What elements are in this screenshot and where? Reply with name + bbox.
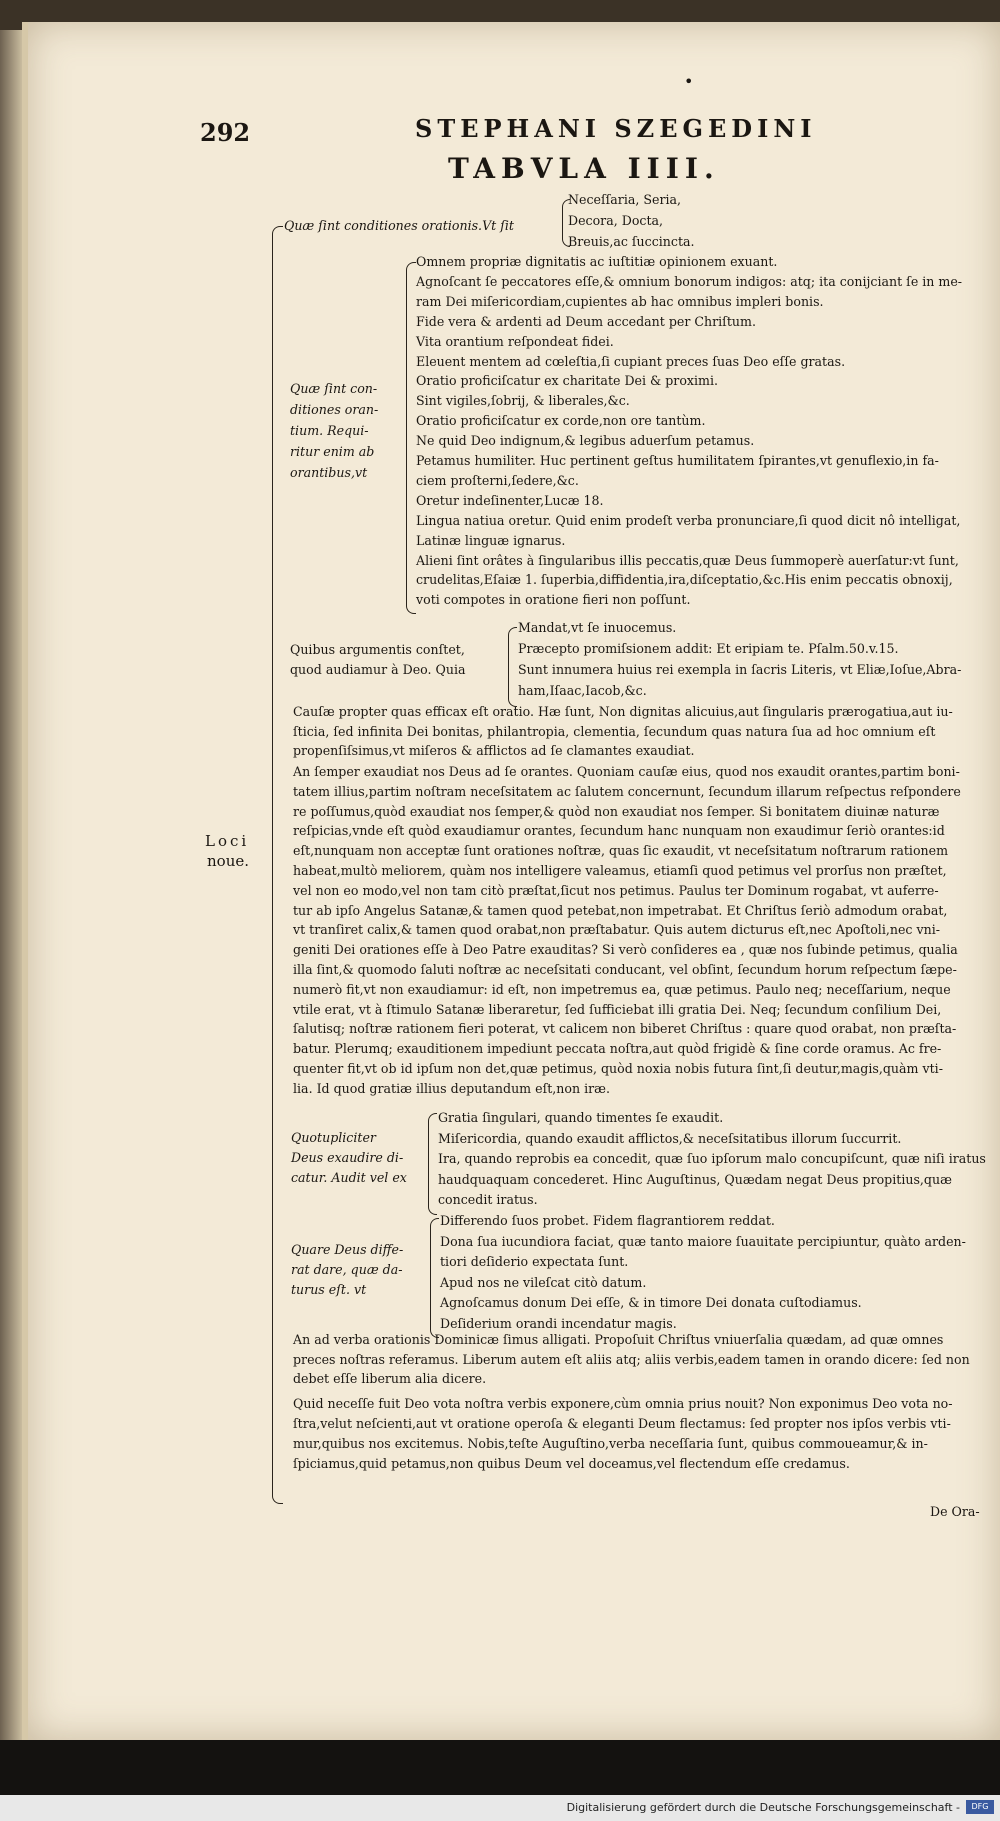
page-number: 292 xyxy=(200,118,251,147)
quare-label-line: turus eſt. vt xyxy=(291,1282,367,1297)
orantium-line: Fide vera & ardenti ad Deum accedant per Chriſtum. xyxy=(416,313,756,329)
quare-label-line: rat dare, quæ da- xyxy=(291,1262,403,1277)
orantium-label-line: tium. Requi- xyxy=(290,423,369,438)
book-gutter xyxy=(0,30,22,1760)
quotupliciter-label-line: Quotupliciter xyxy=(291,1130,376,1145)
exaudit-line: re poſſumus,quòd exaudiat nos ſemper,& quòd non exaudiat nos ſemper. Si bonitatem diuinæ naturæ xyxy=(293,803,940,819)
argumentis-brace xyxy=(508,627,517,707)
exaudit-line: tatem illius,partim noſtram neceſsitatem ac ſalutem concernunt, ſecundum illarum reſpectus reſpondere xyxy=(293,783,961,799)
quare-line: Apud nos ne vileſcat citò datum. xyxy=(440,1274,647,1290)
orantium-label-line: ritur enim ab xyxy=(290,444,375,459)
orantium-line: Eleuent mentem ad cœleſtia,ſi cupiant preces ſuas Deo eſſe gratas. xyxy=(416,353,846,369)
orantium-line: Petamus humiliter. Huc pertinent geſtus humilitatem ſpirantes,vt genuflexio,in fa- xyxy=(416,453,939,468)
orantium-line: voti compotes in oratione fieri non poſſunt. xyxy=(416,592,691,608)
exaudit-line: ſalutisq; noſtræ rationem fieri poterat, vt calicem non biberet Chriſtus : quare quod orabat, non præſta- xyxy=(293,1021,957,1037)
quare-line: tiori deſiderio expectata ſunt. xyxy=(440,1254,629,1269)
quare-line: Differendo ſuos probet. Fidem flagrantiorem reddat. xyxy=(440,1213,775,1228)
verba-line: preces noſtras referamus. Liberum autem eſt aliis atq; aliis verbis,eadem tamen in orando dicere: ſed non xyxy=(293,1351,970,1367)
exaudit-line: vtile erat, vt à ſtimulo Satanæ liberaretur, ſed ſufficiebat illi gratia Dei. Neq; ſecundum conſilium Dei, xyxy=(293,1001,942,1017)
verba-line: debet eſſe liberum alia dicere. xyxy=(293,1371,487,1386)
dfg-logo: DFG xyxy=(966,1800,994,1814)
quare-label-line: Quare Deus diffe- xyxy=(291,1242,404,1257)
page-mark: • xyxy=(684,72,694,91)
scan-bottom-band xyxy=(0,1740,1000,1795)
quare-line: Deſiderium orandi incendatur magis. xyxy=(440,1315,677,1331)
exaudit-line: vel non eo modo,vel non tam citò præſtat,ſicut nos petimus. Paulus ter Dominum rogabat, vt auferre- xyxy=(293,882,939,898)
orantium-line: ciem proſterni,ſedere,&c. xyxy=(416,472,579,488)
exaudit-line: illa ſint,& quomodo ſaluti noſtræ ac neceſsitati conducant, vel obſint, ſecundum horum reſpectum ſæpe- xyxy=(293,962,957,977)
orantium-line: Oretur indeſinenter,Lucæ 18. xyxy=(416,492,604,508)
quotupliciter-brace xyxy=(428,1113,437,1215)
exaudit-line: eſt,nunquam non acceptæ ſunt orationes noſtræ, quas ſic exaudit, vt neceſsitatum noſtrarum rationem xyxy=(293,843,949,859)
exaudit-line: geniti Dei orationes eſſe à Deo Patre exauditas? Si verò conſideres ea , quæ nos ſubinde petimus, qualia xyxy=(293,942,958,958)
orantium-line: Latinæ linguæ ignarus. xyxy=(416,532,566,548)
side-label-line-2: noue. xyxy=(207,852,249,870)
orantium-line: Lingua natiua oretur. Quid enim prodeſt verba pronunciare,ſi quod dicit nô intelligat, xyxy=(416,512,961,528)
orantium-line: Agnoſcant ſe peccatores eſſe,& omnium bonorum indigos: atq; ita conijciant ſe in me- xyxy=(416,273,963,289)
quotupliciter-line: Miſericordia, quando exaudit afflictos,& neceſsitatibus illorum ſuccurrit. xyxy=(438,1130,902,1146)
table-title: TABVLA IIII. xyxy=(448,152,720,185)
necesse-line: Quid neceſſe fuit Deo vota noſtra verbis exponere,cùm omnia prius nouit? Non exponimus Deo vota no- xyxy=(293,1396,953,1411)
causae-line: ſticia, ſed infinita Dei bonitas, philantropia, clementia, ſecundum quas natura ſua ad hoc omnium eſt xyxy=(293,723,936,739)
exaudit-line: numerò fit,vt non exaudiamur: id eſt, non impetremus ea, quæ petimus. Paulo neq; neceſſarium, neque xyxy=(293,981,951,997)
exaudit-line: vt tranſiret calix,& tamen quod orabat,non præſtabatur. Quis autem dicturus eſt,nec Apoſtoli,nec vni- xyxy=(293,922,940,938)
conditions-label: Quæ ſint conditiones orationis.Vt ſit xyxy=(284,218,514,233)
exaudit-line: reſpicias,vnde eſt quòd exaudiamur orantes, ſecundum hanc nunquam non exaudimur ſeriò orantes:id xyxy=(293,823,945,839)
quare-line: Agnoſcamus donum Dei eſſe, & in timore Dei donata cuſtodiamus. xyxy=(440,1295,862,1310)
main-brace xyxy=(272,226,283,1504)
quotupliciter-line: Ira, quando reprobis ea concedit, quæ ſuo ipſorum malo concupiſcunt, quæ niſi iratus xyxy=(438,1151,986,1166)
quare-brace xyxy=(430,1218,439,1338)
causae-line: propenſiſsimus,vt miſeros & afflictos ad ſe clamantes exaudiat. xyxy=(293,743,695,758)
causae-line: Cauſæ propter quas efficax eſt oratio. Hæ ſunt, Non dignitas alicuius,aut ſingularis prærogatiua,aut iu- xyxy=(293,704,953,719)
argumentis-line: ham,Iſaac,Iacob,&c. xyxy=(518,683,647,698)
orantium-line: Omnem propriæ dignitatis ac iuſtitiæ opinionem exuant. xyxy=(416,254,778,269)
argumentis-line: Sunt innumera huius rei exempla in ſacris Literis, vt Eliæ,Ioſue,Abra- xyxy=(518,662,962,677)
orantium-line: Vita orantium reſpondeat fidei. xyxy=(416,333,614,349)
exaudit-line: tur ab ipſo Angelus Satanæ,& tamen quod petebat,non impetrabat. Et Chriſtus ſeriò admodum orabat, xyxy=(293,902,948,918)
orantium-label-line: orantibus,vt xyxy=(290,465,368,480)
orantium-label-line: ditiones oran- xyxy=(290,402,379,417)
quotupliciter-line: concedit iratus. xyxy=(438,1192,538,1207)
orantium-line: crudelitas,Eſaiæ 1. ſuperbia,diffidentia,ira,diſceptatio,&c.His enim peccatis obnoxij, xyxy=(416,572,953,588)
orantium-line: Alieni ſint orâtes à ſingularibus illis peccatis,quæ Deus ſummoperè auerſatur:vt ſunt, xyxy=(416,552,959,568)
running-head: STEPHANI SZEGEDINI xyxy=(415,114,817,143)
orantium-line: Oratio proficiſcatur ex charitate Dei & proximi. xyxy=(416,373,719,389)
argumentis-label-line: quod audiamur à Deo. Quia xyxy=(290,662,466,677)
footer-credit: Digitalisierung gefördert durch die Deutsche Forschungsgemeinschaft - xyxy=(566,1801,960,1814)
exaudit-line: quenter fit,vt ob id ipſum non det,quæ petimus, quòd noxia nobis futura ſint,ſi deutur,magis,quàm vti- xyxy=(293,1061,943,1076)
necesse-line: mur,quibus nos excitemus. Nobis,teſte Auguſtino,verba neceſſaria ſunt, quibus commoueamur,& in- xyxy=(293,1436,928,1451)
quotupliciter-line: haudquaquam concederet. Hinc Auguſtinus, Quædam negat Deus propitius,quæ xyxy=(438,1171,952,1187)
digitization-footer xyxy=(0,1795,1000,1821)
exaudit-line: lia. Id quod gratiæ illius deputandum eſt,non iræ. xyxy=(293,1080,610,1096)
necesse-line: ſpiciamus,quid petamus,non quibus Deum vel doceamus,vel flectendum eſſe credamus. xyxy=(293,1456,850,1471)
orantium-line: Sint vigiles,ſobrij, & liberales,&c. xyxy=(416,393,630,409)
argumentis-label-line: Quibus argumentis conſtet, xyxy=(290,642,465,657)
catchword: De Ora- xyxy=(930,1504,980,1519)
quare-line: Dona ſua iucundiora faciat, quæ tanto maiore ſuauitate percipiuntur, quàto arden- xyxy=(440,1233,966,1249)
orantium-brace xyxy=(406,262,416,614)
side-label-line-1: Loci xyxy=(205,832,250,850)
conditions-item: Decora, Docta, xyxy=(568,213,664,228)
verba-line: An ad verba orationis Dominicæ ſimus alligati. Propoſuit Chriſtus vniuerſalia quædam, ad quæ omnes xyxy=(293,1332,944,1347)
necesse-line: ſtra,velut neſcienti,aut vt oratione operoſa & eleganti Deum flectamus: ſed propter nos ipſos verbis vti- xyxy=(293,1416,951,1431)
conditions-item: Neceſſaria, Seria, xyxy=(568,192,682,207)
quotupliciter-label-line: catur. Audit vel ex xyxy=(291,1170,407,1185)
argumentis-line: Mandat,vt ſe inuocemus. xyxy=(518,620,677,635)
argumentis-line: Præcepto promiſsionem addit: Et eripiam te. Pſalm.50.v.15. xyxy=(518,641,899,656)
orantium-line: Oratio proficiſcatur ex corde,non ore tantùm. xyxy=(416,413,706,429)
quotupliciter-label-line: Deus exaudire di- xyxy=(291,1150,404,1165)
exaudit-line: habeat,multò meliorem, quàm nos intelligere valeamus, etiamſi quod petimus vel prorſus non præſtet, xyxy=(293,863,947,878)
exaudit-line: An ſemper exaudiat nos Deus ad ſe orantes. Quoniam cauſæ eius, quod nos exaudit orantes,partim boni- xyxy=(293,764,960,779)
conditions-item: Breuis,ac ſuccincta. xyxy=(568,234,695,249)
orantium-label-line: Quæ ſint con- xyxy=(290,381,378,396)
orantium-line: ram Dei miſericordiam,cupientes ab hac omnibus impleri bonis. xyxy=(416,293,824,309)
exaudit-line: batur. Plerumq; exauditionem impediunt peccata noſtra,aut quòd frigidè & ſine corde oramus. Ac fre- xyxy=(293,1041,942,1057)
quotupliciter-line: Gratia ſingulari, quando timentes ſe exaudit. xyxy=(438,1110,724,1125)
orantium-line: Ne quid Deo indignum,& legibus aduerſum petamus. xyxy=(416,433,755,449)
